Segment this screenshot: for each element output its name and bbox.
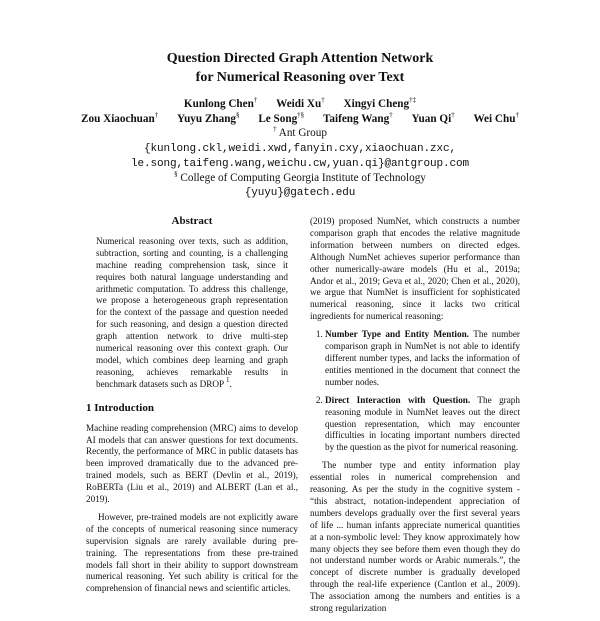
list-item: 2. Direct Interaction with Question. The graph reasoning module in NumNet leaves out the direct question representation, which may encounter difficulties in locating important numbers directed by the question as the pivot for numerical reasoning. [325,395,520,455]
paper-title-line-1: Question Directed Graph Attention Network [166,51,434,66]
right-paragraph-2: The number type and entity information play essential roles in numerical comprehension and reasoning. As per the study in the cognitive system - “this abstract, notation-independent appreciation of numbers develops gradually over the first several years of life ... human infants appreciate numerical quantities at a non-symbolic level: They know approximately how many objects they see before them even though they do not understand number words or Arabic numerals.”, the concept of discrete number is gradually developed through the real-life experience (Cantlon et al., 2009). The association among the numbers and entities is a strong regularization [310,460,520,614]
author: Weidi Xu† [276,96,325,110]
right-paragraph-1: (2019) proposed NumNet, which constructs a number comparison graph that encodes the relative magnitude information between numbers on directed edges. Although NumNet achieves superior performance than other numerically-aware models (Hu et al., 2019a; Andor et al., 2019; Geva et al., 2020; Chen et al., 2020), we argue that NumNet is insufficient for sophisticated numerical reasoning, since it lacks two critical ingredients for numerical reasoning: [310,216,520,322]
ingredient-list [310,329,520,454]
footnote-mark: 1 [226,375,230,384]
affiliation-gatech: § College of Computing Georgia Institute of Technology [174,170,426,184]
email-line-2: le.song,taifeng.wang,weichu.cw,yuan.qi}@antgroup.com [130,158,470,170]
email-line-1: {kunlong.ckl,weidi.xwd,fanyin.cxy,xiaochuan.zxc, [143,143,457,155]
email-line-3: {yuyu}@gatech.edu [244,187,356,199]
author: Taifeng Wang† [322,111,393,125]
left-column [86,216,298,600]
abstract-text: Numerical reasoning over texts, such as addition, subtraction, sorting and counting, is a challenging machine reading comprehension task, since it requires both natural language understanding and arithmetic computation. To address this challenge, we propose a heterogeneous graph representation for the context of the passage and question needed for such reasoning, and design a question directed graph attention network to drive multi-step numerical reasoning over this context graph. Our model, which combines deep learning and graph reasoning, achieves remarkable results in benchmark datasets such as DROP $^1$. [96,235,288,389]
abstract-heading: Abstract [171,215,213,227]
author: Zou Xiaochuan† [81,111,159,125]
author-row-2 [0,112,600,127]
author-row-1 [0,97,600,112]
right-column [310,216,520,614]
author: Yuyu Zhang§ [177,111,240,125]
affiliation-ant: † Ant Group [273,125,327,139]
author: Le Song†§ [258,111,305,125]
list-item: 1. Number Type and Entity Mention. The number comparison graph in NumNet is not able to identify different number types, and lacks the information of entities mentioned in the document that connect the number nodes. [325,329,520,389]
author: Xingyi Cheng†‡ [343,96,417,110]
author: Wei Chu† [473,111,519,125]
author: Kunlong Chen† [183,96,258,110]
intro-paragraph-1: Machine reading comprehension (MRC) aims to develop AI models that can answer questions for text documents. Recently, the performance of MRC in public datasets has been improved dramatically due to the advanced pre-trained models, such as BERT (Devlin et al., 2019), RoBERTa (Liu et al., 2019) and ALBERT (Lan et al., 2019). [86,422,298,505]
author: Yuan Qi† [411,111,455,125]
section-heading-introduction: 1 Introduction [86,401,154,414]
intro-paragraph-2: However, pre-trained models are not explicitly aware of the concepts of numerical reasoning since numeracy supervision signals are rarely available during pre-training. The representations from these pre-trained models fall short in their ability to support downstream numerical reasoning. Yet such ability is critical for the comprehension of financial news and scientific articles. [86,511,298,594]
paper-title-line-2: for Numerical Reasoning over Text [195,70,405,85]
